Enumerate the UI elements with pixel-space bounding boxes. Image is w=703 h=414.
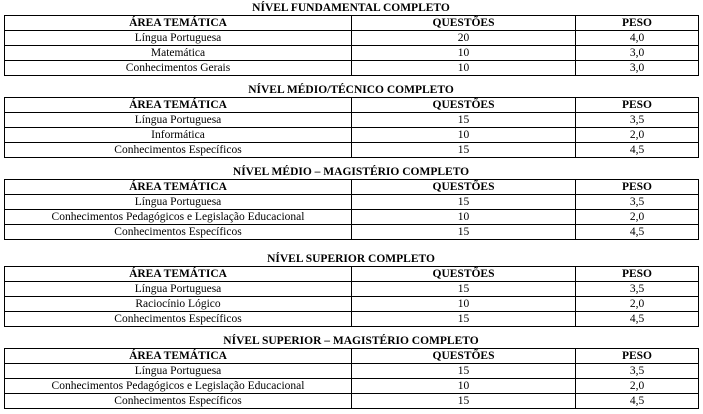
cell-area: Língua Portuguesa	[5, 195, 352, 210]
cell-area: Língua Portuguesa	[5, 364, 352, 379]
cell-weight: 3,5	[576, 195, 699, 210]
header-area: ÁREA TEMÁTICA	[5, 349, 352, 364]
cell-weight: 3,5	[576, 113, 699, 128]
subject-table	[4, 348, 699, 409]
header-row	[5, 349, 699, 364]
section-title: NÍVEL SUPERIOR – MAGISTÉRIO COMPLETO	[223, 335, 479, 347]
cell-weight: 3,5	[576, 364, 699, 379]
cell-questions: 15	[352, 282, 576, 297]
header-row	[5, 16, 699, 31]
header-weight: PESO	[576, 16, 699, 31]
section-medio-magisterio	[4, 166, 698, 240]
cell-area: Conhecimentos Específicos	[5, 312, 352, 327]
cell-questions: 15	[352, 195, 576, 210]
cell-area: Língua Portuguesa	[5, 282, 352, 297]
subject-table	[4, 97, 699, 158]
subject-table	[4, 266, 699, 327]
cell-questions: 20	[352, 31, 576, 46]
table-row	[5, 143, 699, 158]
cell-questions: 15	[352, 312, 576, 327]
cell-weight: 3,0	[576, 61, 699, 76]
table-row	[5, 31, 699, 46]
table-row	[5, 282, 699, 297]
table-row	[5, 210, 699, 225]
section-title: NÍVEL FUNDAMENTAL COMPLETO	[252, 2, 450, 14]
section-superior-magisterio	[4, 335, 698, 409]
cell-area: Língua Portuguesa	[5, 31, 352, 46]
cell-weight: 2,0	[576, 128, 699, 143]
header-questions: QUESTÕES	[352, 349, 576, 364]
header-area: ÁREA TEMÁTICA	[5, 180, 352, 195]
cell-area: Raciocínio Lógico	[5, 297, 352, 312]
cell-questions: 10	[352, 128, 576, 143]
table-row	[5, 379, 699, 394]
section-title: NÍVEL MÉDIO/TÉCNICO COMPLETO	[248, 84, 454, 96]
cell-area: Conhecimentos Específicos	[5, 225, 352, 240]
cell-weight: 4,5	[576, 225, 699, 240]
table-row	[5, 195, 699, 210]
header-weight: PESO	[576, 180, 699, 195]
table-row	[5, 225, 699, 240]
table-row	[5, 128, 699, 143]
subject-table	[4, 179, 699, 240]
cell-weight: 3,0	[576, 46, 699, 61]
cell-weight: 2,0	[576, 297, 699, 312]
table-row	[5, 46, 699, 61]
cell-questions: 15	[352, 394, 576, 409]
cell-questions: 15	[352, 364, 576, 379]
section-title: NÍVEL SUPERIOR COMPLETO	[267, 253, 435, 265]
cell-questions: 10	[352, 379, 576, 394]
cell-questions: 15	[352, 113, 576, 128]
cell-weight: 2,0	[576, 379, 699, 394]
cell-area: Matemática	[5, 46, 352, 61]
header-area: ÁREA TEMÁTICA	[5, 98, 352, 113]
header-weight: PESO	[576, 267, 699, 282]
cell-weight: 4,0	[576, 31, 699, 46]
section-medio-tecnico	[4, 84, 698, 158]
header-questions: QUESTÕES	[352, 16, 576, 31]
table-row	[5, 297, 699, 312]
table-row	[5, 113, 699, 128]
cell-weight: 3,5	[576, 282, 699, 297]
cell-area: Conhecimentos Específicos	[5, 143, 352, 158]
cell-area: Informática	[5, 128, 352, 143]
header-questions: QUESTÕES	[352, 267, 576, 282]
cell-area: Conhecimentos Pedagógicos e Legislação Educacional	[5, 379, 352, 394]
cell-weight: 4,5	[576, 143, 699, 158]
cell-questions: 10	[352, 210, 576, 225]
section-title: NÍVEL MÉDIO – MAGISTÉRIO COMPLETO	[232, 166, 470, 178]
subject-table	[4, 15, 699, 76]
cell-area: Conhecimentos Específicos	[5, 394, 352, 409]
cell-questions: 10	[352, 61, 576, 76]
table-row	[5, 312, 699, 327]
header-area: ÁREA TEMÁTICA	[5, 16, 352, 31]
header-row	[5, 267, 699, 282]
cell-questions: 15	[352, 225, 576, 240]
header-questions: QUESTÕES	[352, 98, 576, 113]
cell-questions: 10	[352, 297, 576, 312]
cell-area: Conhecimentos Gerais	[5, 61, 352, 76]
cell-questions: 10	[352, 46, 576, 61]
cell-weight: 2,0	[576, 210, 699, 225]
cell-questions: 15	[352, 143, 576, 158]
table-row	[5, 364, 699, 379]
header-row	[5, 180, 699, 195]
header-weight: PESO	[576, 349, 699, 364]
cell-weight: 4,5	[576, 394, 699, 409]
header-row	[5, 98, 699, 113]
cell-weight: 4,5	[576, 312, 699, 327]
table-row	[5, 394, 699, 409]
cell-area: Conhecimentos Pedagógicos e Legislação Educacional	[5, 210, 352, 225]
header-questions: QUESTÕES	[352, 180, 576, 195]
section-superior	[4, 253, 698, 327]
table-row	[5, 61, 699, 76]
cell-area: Língua Portuguesa	[5, 113, 352, 128]
header-weight: PESO	[576, 98, 699, 113]
header-area: ÁREA TEMÁTICA	[5, 267, 352, 282]
section-fundamental	[4, 2, 698, 76]
